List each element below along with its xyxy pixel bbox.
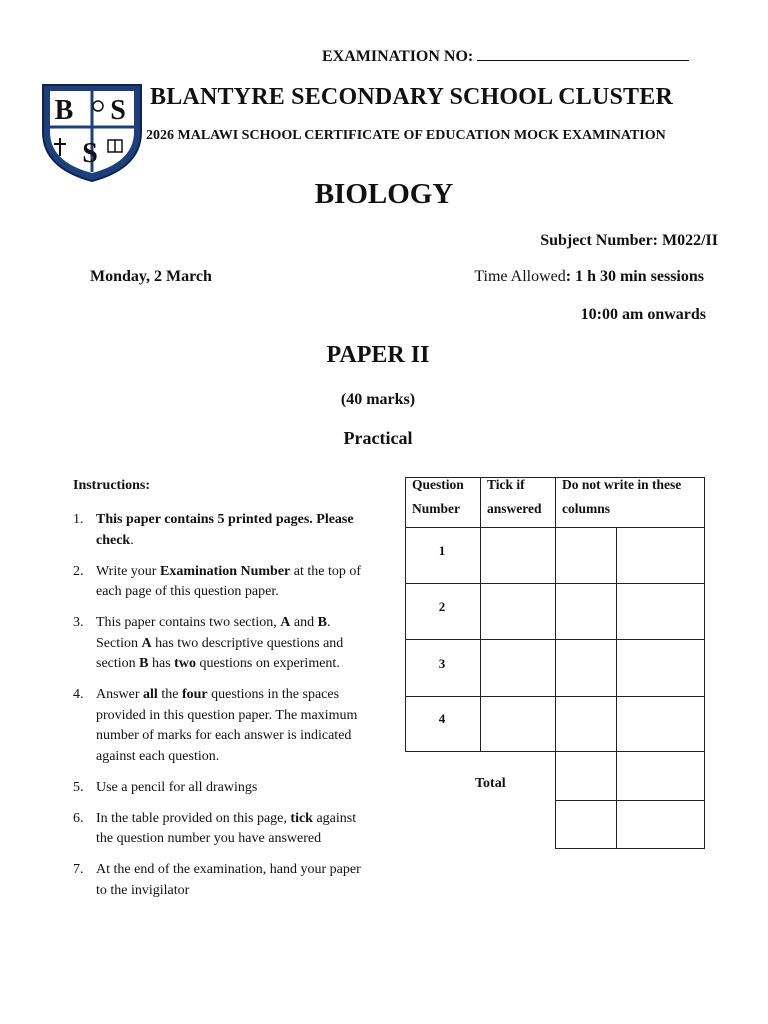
marks-cell-3b bbox=[616, 639, 705, 697]
marks-cell-3a bbox=[555, 639, 617, 697]
instruction-text: At the end of the examination, hand your paper to the invigilator bbox=[96, 862, 361, 898]
logo-letter-b: B bbox=[54, 95, 74, 126]
instruction-text: Write your Examination Number at the top of each page of this question paper. bbox=[96, 563, 362, 599]
tick-cell-3[interactable] bbox=[480, 639, 556, 697]
total-marks: (40 marks) bbox=[340, 391, 416, 408]
table-header-do-not-write-line1: Do not write in these bbox=[562, 477, 682, 492]
instruction-text: Answer all the four questions in the spaces provided in this question paper. The maximum number of marks for each answer is indicated against each question. bbox=[96, 687, 358, 764]
table-header-tick-line1: Tick if bbox=[487, 477, 525, 492]
question-number-1: 1 bbox=[438, 543, 446, 558]
subject-title: BIOLOGY bbox=[314, 178, 454, 210]
marks-cell-1b bbox=[616, 527, 705, 584]
marks-cell-4b bbox=[616, 696, 705, 752]
time-allowed-value: : 1 h 30 min sessions bbox=[565, 268, 704, 285]
table-header-do-not-write-line2: columns bbox=[562, 501, 611, 516]
instruction-number: 6. bbox=[73, 810, 84, 826]
time-allowed bbox=[474, 268, 704, 286]
instructions-heading: Instructions: bbox=[73, 478, 151, 493]
paper-type: Practical bbox=[343, 428, 413, 448]
tick-cell-1[interactable] bbox=[480, 527, 556, 584]
marks-cell-2b bbox=[616, 583, 705, 640]
instruction-item-6 bbox=[73, 809, 373, 850]
paper-title: PAPER II bbox=[326, 342, 430, 368]
tick-cell-4[interactable] bbox=[480, 696, 556, 752]
total-cell-c bbox=[555, 800, 617, 849]
logo-letter-s-bottom: S bbox=[82, 138, 98, 169]
total-cell-d bbox=[616, 800, 705, 849]
school-name: BLANTYRE SECONDARY SCHOOL CLUSTER bbox=[150, 84, 673, 110]
examination-number-blank bbox=[477, 46, 689, 61]
question-number-4: 4 bbox=[438, 711, 446, 726]
instruction-text: This paper contains two section, A and B. Section A has two descriptive questions and section B has two questions on experiment. bbox=[96, 615, 344, 671]
table-header-question-line2: Number bbox=[412, 501, 460, 516]
subject-number: Subject Number: M022/II bbox=[540, 232, 718, 249]
instruction-number: 3. bbox=[73, 615, 84, 630]
logo-letter-s-top: S bbox=[110, 95, 126, 126]
instruction-number: 5. bbox=[73, 779, 84, 795]
instruction-number: 2. bbox=[73, 563, 84, 579]
instruction-number: 7. bbox=[73, 862, 84, 877]
marks-cell-1a bbox=[555, 527, 617, 584]
exam-date: Monday, 2 March bbox=[90, 268, 212, 285]
total-label: Total bbox=[475, 776, 506, 791]
instruction-item-7 bbox=[73, 860, 373, 901]
school-crest-logo bbox=[40, 82, 144, 182]
instruction-item-5 bbox=[73, 778, 373, 799]
exam-title: 2026 MALAWI SCHOOL CERTIFICATE OF EDUCATION MOCK EXAMINATION bbox=[146, 128, 666, 143]
instruction-text: Use a pencil for all drawings bbox=[96, 779, 258, 795]
instruction-text: This paper contains 5 printed pages. Please check. bbox=[96, 512, 354, 548]
question-number-3: 3 bbox=[438, 656, 446, 671]
instruction-item-2 bbox=[73, 562, 373, 603]
instruction-item-1 bbox=[73, 510, 373, 551]
examination-number-field bbox=[322, 46, 689, 66]
instructions-list bbox=[73, 510, 373, 912]
tick-cell-2[interactable] bbox=[480, 583, 556, 640]
total-cell-a bbox=[555, 751, 617, 801]
instruction-text: In the table provided on this page, tick against the question number you have answered bbox=[96, 810, 357, 846]
instruction-item-3 bbox=[73, 613, 373, 675]
instruction-item-4 bbox=[73, 685, 373, 767]
question-number-2: 2 bbox=[438, 599, 446, 614]
marks-cell-2a bbox=[555, 583, 617, 640]
start-time: 10:00 am onwards bbox=[580, 306, 706, 323]
table-header-tick-line2: answered bbox=[487, 501, 542, 516]
instruction-number: 1. bbox=[73, 512, 84, 527]
table-header-question-line1: Question bbox=[412, 477, 464, 492]
marks-cell-4a bbox=[555, 696, 617, 752]
time-allowed-label: Time Allowed bbox=[474, 268, 566, 285]
examination-number-label: EXAMINATION NO: bbox=[322, 48, 474, 65]
instruction-number: 4. bbox=[73, 687, 84, 702]
total-cell-b bbox=[616, 751, 705, 801]
